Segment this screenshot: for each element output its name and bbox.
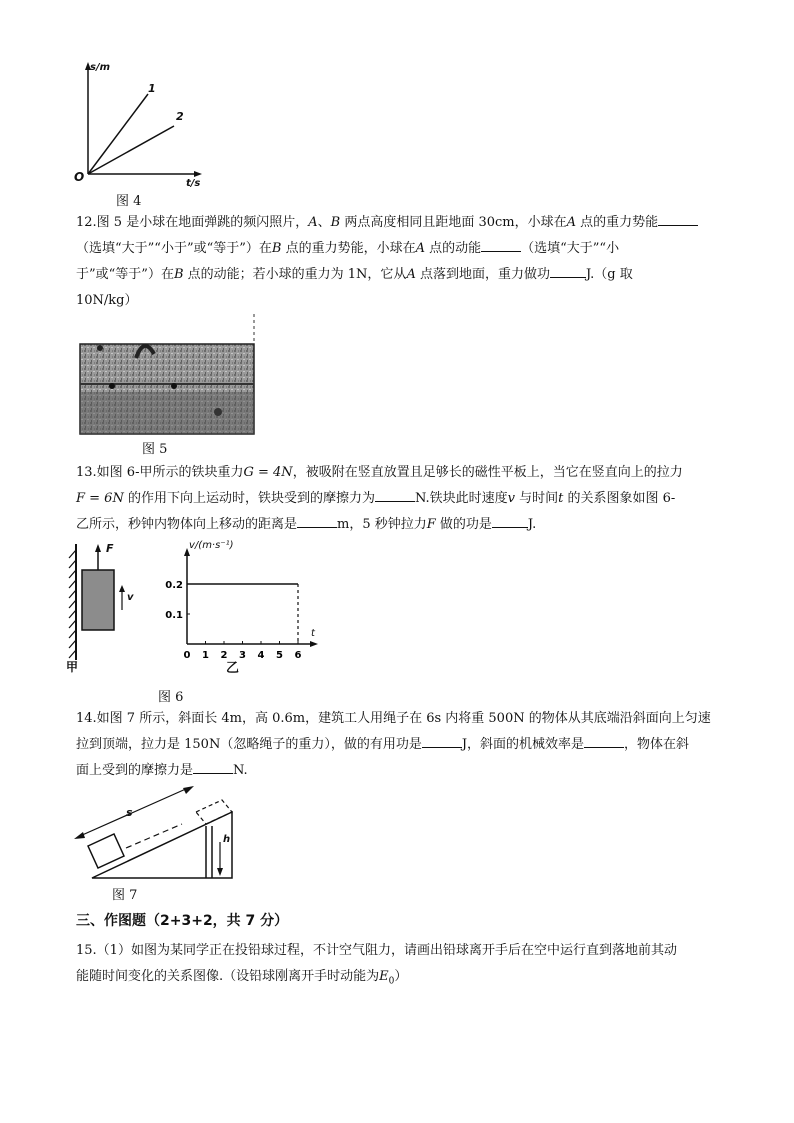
answer-blank[interactable] (584, 733, 624, 748)
box-bottom (88, 834, 124, 868)
q13-line-1: 13.如图 6-甲所示的铁块重力G = 4N，被吸附在竖直放置且足够长的磁性平板上，当它在竖直向上的拉力 (76, 465, 683, 480)
answer-blank[interactable] (481, 237, 521, 252)
figure-5-photo (78, 314, 260, 436)
q13-line-3: 乙所示，秒钟内物体向上移动的距离是 m，5 秒钟拉力F 做的功是 J. (76, 512, 536, 538)
figure-5-caption: 图 5 (142, 442, 168, 457)
chart-ylabel: v/(m·s⁻¹) (189, 540, 234, 551)
q14-line-1: 14.如图 7 所示，斜面长 4m，高 0.6m，建筑工人用绳子在 6s 内将重 500N 的物体从其底端沿斜面向上匀速 (76, 711, 711, 726)
q15-line-1: 15.（1）如图为某同学正在投铅球过程，不计空气阻力，请画出铅球离开手后在空中运行直到落地前其动 (76, 943, 677, 958)
x-tick-label: 1 (202, 650, 209, 661)
q12-line-2: （选填“大于”“小于”或“等于”）在B 点的重力势能，小球在A 点的动能 （选填“大于”“小 (76, 236, 619, 262)
figure-7-incline (70, 786, 240, 882)
force-label: F (106, 542, 114, 555)
q12-line-4: 10N/kg） (76, 293, 138, 308)
iron-block (82, 570, 114, 630)
q12-line-3: 于”或“等于”）在B 点的动能；若小球的重力为 1N，它从A 点落到地面，重力做功 J.（g 取 (76, 262, 633, 288)
box-top (196, 800, 232, 824)
slope-length-label: s (126, 806, 133, 819)
q15-line-2: 能随时间变化的关系图像.（设铅球刚离开手时动能为$E_0$） (76, 969, 408, 987)
figure-4-caption: 图 4 (116, 194, 142, 209)
answer-blank[interactable] (550, 263, 586, 278)
origin-label: O (74, 170, 85, 184)
answer-blank[interactable] (297, 513, 337, 528)
line-2 (88, 126, 174, 174)
q12-line-1: 12.图 5 是小球在地面弹跳的频闪照片，A、B 两点高度相同且距地面 30cm，小球在A 点的重力势能 (76, 210, 698, 236)
line-1-label: 1 (148, 82, 156, 95)
answer-blank[interactable] (492, 513, 528, 528)
x-tick-label: 0 (183, 650, 191, 661)
x-tick-label: 3 (239, 650, 246, 661)
answer-blank[interactable] (375, 487, 415, 502)
figure-6-left (66, 540, 138, 676)
x-tick-label: 2 (220, 650, 228, 661)
answer-blank[interactable] (658, 211, 698, 226)
figure-6-chart (160, 540, 330, 676)
velocity-time-chart (160, 540, 330, 676)
section-3-heading: 三、作图题（2+3+2，共 7 分） (76, 913, 289, 929)
y-tick-label: 0.2 (165, 580, 183, 591)
ball-a (109, 383, 115, 389)
chart-xlabel: t (311, 628, 315, 639)
figure-6-left-caption: 甲 (66, 660, 79, 674)
figure-7-caption: 图 7 (112, 888, 138, 903)
figure-6-caption: 图 6 (158, 690, 184, 705)
x-tick-label: 4 (257, 650, 265, 661)
figure-6-right-caption: 乙 (226, 661, 240, 676)
axis-ylabel: s/m (90, 62, 111, 73)
x-tick-label: 6 (294, 650, 302, 661)
answer-blank[interactable] (422, 733, 462, 748)
height-label: h (223, 834, 231, 845)
q14-line-3: 面上受到的摩擦力是 N. (76, 758, 248, 784)
axis-xlabel: t/s (186, 178, 201, 189)
figure-4-graph (70, 58, 210, 188)
q14-line-2: 拉到顶端，拉力是 150N（忽略绳子的重力），做的有用功是 J，斜面的机械效率是 ，物体在斜 (76, 732, 689, 758)
line-1 (88, 94, 148, 174)
ball-b (171, 383, 177, 389)
figure-4 (70, 58, 210, 198)
velocity-label: v (127, 592, 134, 603)
y-tick-label: 0.1 (165, 610, 183, 621)
line-2-label: 2 (176, 110, 184, 123)
q13-line-2: F = 6N 的作用下向上运动时，铁块受到的摩擦力为 N.铁块此时速度v 与时间t 的关系图象如图 6- (76, 486, 675, 512)
answer-blank[interactable] (193, 759, 233, 774)
x-tick-label: 5 (276, 650, 283, 661)
